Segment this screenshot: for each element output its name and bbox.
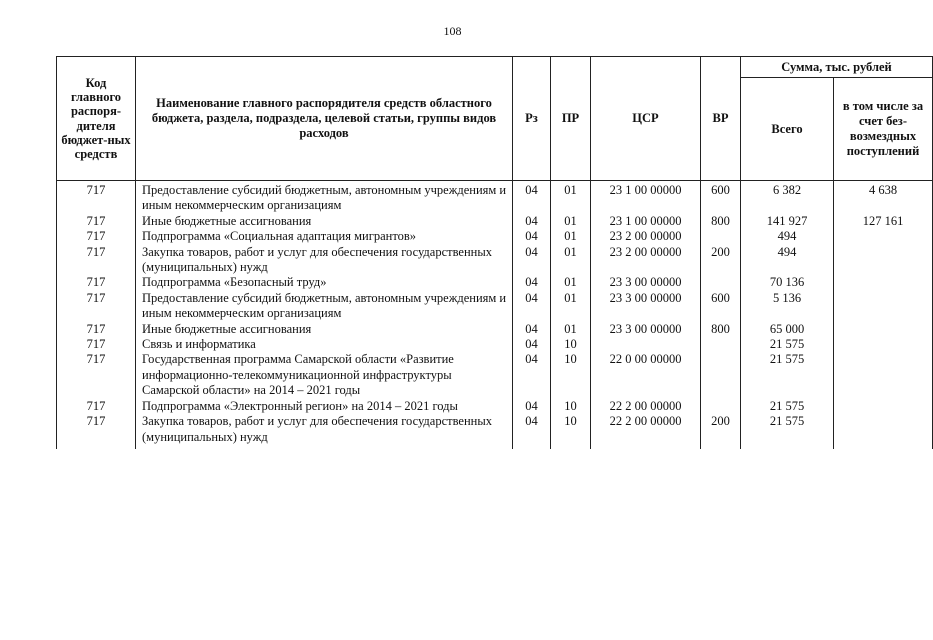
header-vr: ВР xyxy=(701,57,741,181)
cell-total: 70 136 xyxy=(741,275,834,290)
table-row xyxy=(57,291,933,322)
header-name: Наименование главного распорядителя средств областного бюджета, раздела, подраздела, целевой статьи, группы видов расходов xyxy=(136,57,513,181)
cell-csr xyxy=(591,337,701,352)
cell-vr: 800 xyxy=(701,322,741,337)
cell-code: 717 xyxy=(57,229,136,244)
cell-pr: 01 xyxy=(551,291,591,322)
cell-csr: 23 3 00 00000 xyxy=(591,275,701,290)
header-incl: в том числе за счет без-возмездных поступлений xyxy=(834,78,933,181)
cell-vr: 600 xyxy=(701,291,741,322)
cell-name: Связь и информатика xyxy=(136,337,513,352)
cell-total: 21 575 xyxy=(741,352,834,398)
cell-rz: 04 xyxy=(513,291,551,322)
table-row xyxy=(57,229,933,244)
cell-code: 717 xyxy=(57,181,136,214)
cell-name: Закупка товаров, работ и услуг для обеспечения государственных (муниципальных) нужд xyxy=(136,414,513,449)
cell-code: 717 xyxy=(57,275,136,290)
cell-total: 65 000 xyxy=(741,322,834,337)
cell-vr xyxy=(701,275,741,290)
cell-pr: 01 xyxy=(551,181,591,214)
cell-csr: 23 2 00 00000 xyxy=(591,229,701,244)
table-row xyxy=(57,337,933,352)
cell-total: 141 927 xyxy=(741,214,834,229)
cell-incl xyxy=(834,229,933,244)
cell-code: 717 xyxy=(57,337,136,352)
table-body xyxy=(57,181,933,449)
cell-rz: 04 xyxy=(513,414,551,449)
cell-rz: 04 xyxy=(513,352,551,398)
cell-pr: 01 xyxy=(551,275,591,290)
cell-csr: 23 3 00 00000 xyxy=(591,322,701,337)
cell-code: 717 xyxy=(57,399,136,414)
table-row xyxy=(57,352,933,398)
table-row xyxy=(57,245,933,276)
cell-name: Подпрограмма «Безопасный труд» xyxy=(136,275,513,290)
cell-pr: 10 xyxy=(551,337,591,352)
page-number: 108 xyxy=(443,24,462,38)
cell-rz: 04 xyxy=(513,399,551,414)
cell-code: 717 xyxy=(57,414,136,449)
table-row xyxy=(57,275,933,290)
cell-pr: 01 xyxy=(551,229,591,244)
header-rz: Рз xyxy=(513,57,551,181)
cell-rz: 04 xyxy=(513,229,551,244)
cell-incl xyxy=(834,245,933,276)
cell-rz: 04 xyxy=(513,337,551,352)
table-row xyxy=(57,214,933,229)
header-sum: Сумма, тыс. рублей xyxy=(741,57,933,78)
table-row xyxy=(57,414,933,449)
header-csr: ЦСР xyxy=(591,57,701,181)
header-total: Всего xyxy=(741,78,834,181)
cell-vr: 800 xyxy=(701,214,741,229)
cell-incl xyxy=(834,414,933,449)
table-row xyxy=(57,322,933,337)
cell-pr: 10 xyxy=(551,414,591,449)
cell-name: Иные бюджетные ассигнования xyxy=(136,322,513,337)
cell-csr: 22 2 00 00000 xyxy=(591,399,701,414)
cell-total: 21 575 xyxy=(741,337,834,352)
cell-vr xyxy=(701,352,741,398)
cell-incl xyxy=(834,337,933,352)
cell-incl xyxy=(834,352,933,398)
cell-rz: 04 xyxy=(513,322,551,337)
cell-csr: 23 3 00 00000 xyxy=(591,291,701,322)
cell-name: Закупка товаров, работ и услуг для обеспечения государственных (муниципальных) нужд xyxy=(136,245,513,276)
cell-incl: 127 161 xyxy=(834,214,933,229)
cell-csr: 22 2 00 00000 xyxy=(591,414,701,449)
table-header xyxy=(57,57,933,181)
cell-pr: 01 xyxy=(551,322,591,337)
cell-rz: 04 xyxy=(513,181,551,214)
cell-total: 494 xyxy=(741,245,834,276)
cell-code: 717 xyxy=(57,322,136,337)
cell-vr: 200 xyxy=(701,245,741,276)
cell-vr: 600 xyxy=(701,181,741,214)
cell-rz: 04 xyxy=(513,275,551,290)
cell-pr: 10 xyxy=(551,352,591,398)
cell-pr: 10 xyxy=(551,399,591,414)
cell-name: Подпрограмма «Электронный регион» на 2014 – 2021 годы xyxy=(136,399,513,414)
header-pr: ПР xyxy=(551,57,591,181)
cell-rz: 04 xyxy=(513,214,551,229)
cell-total: 21 575 xyxy=(741,414,834,449)
cell-vr xyxy=(701,337,741,352)
cell-csr: 23 1 00 00000 xyxy=(591,181,701,214)
cell-incl xyxy=(834,322,933,337)
cell-code: 717 xyxy=(57,291,136,322)
cell-name: Предоставление субсидий бюджетным, автономным учреждениям и иным некоммерческим организациям xyxy=(136,291,513,322)
cell-total: 21 575 xyxy=(741,399,834,414)
cell-pr: 01 xyxy=(551,214,591,229)
cell-name: Государственная программа Самарской области «Развитие информационно-телекоммуникационной инфраструктуры Самарской области» на 2014 – 2021 годы xyxy=(136,352,513,398)
cell-total: 6 382 xyxy=(741,181,834,214)
table-row xyxy=(57,399,933,414)
cell-csr: 23 1 00 00000 xyxy=(591,214,701,229)
cell-incl xyxy=(834,291,933,322)
cell-name: Иные бюджетные ассигнования xyxy=(136,214,513,229)
cell-code: 717 xyxy=(57,245,136,276)
cell-rz: 04 xyxy=(513,245,551,276)
cell-vr xyxy=(701,399,741,414)
cell-csr: 22 0 00 00000 xyxy=(591,352,701,398)
cell-pr: 01 xyxy=(551,245,591,276)
cell-vr: 200 xyxy=(701,414,741,449)
cell-code: 717 xyxy=(57,352,136,398)
cell-incl xyxy=(834,399,933,414)
cell-code: 717 xyxy=(57,214,136,229)
header-code: Код главного распоря-дителя бюджет-ных средств xyxy=(57,57,136,181)
cell-total: 5 136 xyxy=(741,291,834,322)
cell-name: Подпрограмма «Социальная адаптация мигрантов» xyxy=(136,229,513,244)
cell-name: Предоставление субсидий бюджетным, автономным учреждениям и иным некоммерческим организациям xyxy=(136,181,513,214)
cell-total: 494 xyxy=(741,229,834,244)
budget-table xyxy=(56,56,933,449)
cell-incl xyxy=(834,275,933,290)
table-row xyxy=(57,181,933,214)
cell-vr xyxy=(701,229,741,244)
cell-csr: 23 2 00 00000 xyxy=(591,245,701,276)
cell-incl: 4 638 xyxy=(834,181,933,214)
